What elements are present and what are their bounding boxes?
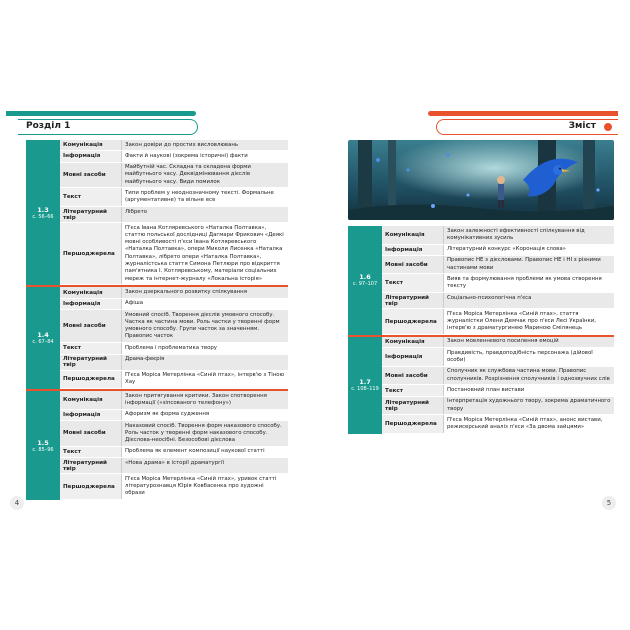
row-value: П'єса Моріса Метерлінка «Синій птах», інтерв'ю з Тіною Хау	[122, 371, 288, 389]
row-value: Вияв та формулювання проблеми як умова створення тексту	[444, 274, 614, 292]
row-value: Лібрето	[122, 207, 288, 222]
table-row	[382, 397, 614, 416]
row-label: Літературний твір	[60, 207, 122, 222]
row-value: «Нова драма» в історії драматургії	[122, 458, 288, 473]
table-row	[382, 367, 614, 386]
table-row	[60, 343, 288, 354]
chapter-header	[18, 119, 198, 135]
table-row	[60, 410, 288, 421]
row-value: Літературний конкурс «Коронація слова»	[444, 245, 614, 255]
row-label: Комунікація	[382, 226, 444, 244]
row-label: Текст	[60, 188, 122, 206]
contents-title: Зміст	[568, 121, 596, 131]
row-value: Типи проблем у неоднозначному тексті. Формальне (аргументативне) та вільне есе	[122, 188, 288, 206]
table-row	[382, 337, 614, 348]
row-value: Постановний план вистави	[444, 385, 614, 395]
section-marker	[26, 391, 60, 500]
section-pages: с. 67–84	[32, 339, 54, 346]
table-row	[60, 140, 288, 151]
table-row	[60, 287, 288, 298]
section-pages: с. 108–119	[351, 386, 379, 393]
page-number-right: 5	[602, 496, 616, 510]
section-block	[348, 337, 614, 434]
row-label: Першоджерела	[60, 474, 122, 499]
table-row	[60, 299, 288, 310]
table-row	[60, 447, 288, 458]
row-label: Текст	[382, 385, 444, 395]
illustration-blue-bird	[348, 140, 614, 220]
row-label: Мовні засоби	[60, 421, 122, 446]
table-row	[60, 371, 288, 390]
row-label: Інформація	[60, 299, 122, 309]
left-page	[6, 110, 306, 510]
section-block	[348, 226, 614, 337]
row-label: Першоджерела	[382, 309, 444, 334]
row-label: Комунікація	[60, 391, 122, 409]
table-row	[60, 421, 288, 447]
table-row	[382, 348, 614, 367]
section-number: 1.3	[37, 205, 49, 214]
row-label: Мовні засоби	[60, 163, 122, 188]
section-rows	[382, 337, 614, 434]
section-number: 1.7	[359, 378, 371, 387]
table-row	[60, 151, 288, 162]
table-row	[60, 458, 288, 474]
row-label: Мовні засоби	[60, 310, 122, 342]
row-value: Сполучник як службова частина мови. Правопис сполучників. Розрізнення сполучників і однозвучних слів	[444, 367, 614, 385]
section-rows	[60, 140, 288, 285]
forest-scene-image	[348, 140, 614, 220]
section-number: 1.5	[37, 438, 49, 447]
row-value: Проблема як елемент композиції наукової статті	[122, 447, 288, 457]
row-value: Афіша	[122, 299, 288, 309]
row-value: Факти й наукові (зокрема історичні) факти	[122, 151, 288, 161]
row-value: Наказовий спосіб. Творення форм наказового способу. Роль часток у творенні форм наказового способу. Дієслова-неосібні. Безособові дієслова	[122, 421, 288, 446]
header-accent-bar	[6, 111, 196, 116]
row-label: Інформація	[382, 245, 444, 255]
table-row	[60, 163, 288, 189]
row-label: Літературний твір	[382, 397, 444, 415]
contents-table-right	[348, 226, 614, 434]
row-label: Інформація	[60, 151, 122, 161]
section-rows	[60, 391, 288, 500]
row-value: Драма-феєрія	[122, 355, 288, 370]
row-label: Літературний твір	[382, 293, 444, 308]
row-label: Інформація	[60, 410, 122, 420]
row-value: Соціально-психологічна п'єса	[444, 293, 614, 308]
row-label: Текст	[60, 447, 122, 457]
row-label: Комунікація	[60, 140, 122, 150]
row-label: Літературний твір	[60, 355, 122, 370]
section-block	[26, 391, 288, 500]
table-row	[382, 385, 614, 396]
contents-table-left	[26, 140, 288, 500]
row-value: Проблема і проблематика твору	[122, 343, 288, 353]
section-block	[26, 140, 288, 287]
row-value: Афоризм як форма судження	[122, 410, 288, 420]
section-marker	[26, 287, 60, 389]
row-value: Інтерпретація художнього твору, зокрема драматичного твору	[444, 397, 614, 415]
table-row	[60, 223, 288, 285]
header-dot-icon	[604, 123, 612, 131]
row-value: Закон довіри до простих висловлювань	[122, 140, 288, 150]
row-label: Мовні засоби	[382, 256, 444, 274]
row-value: Закон залежності ефективності спілкування від комунікативних зусиль	[444, 226, 614, 244]
table-row	[382, 415, 614, 434]
section-number: 1.6	[359, 273, 371, 282]
section-block	[26, 287, 288, 391]
table-row	[382, 245, 614, 256]
table-row	[382, 309, 614, 335]
table-row	[60, 355, 288, 371]
row-label: Літературний твір	[60, 458, 122, 473]
table-row	[60, 474, 288, 500]
table-row	[382, 226, 614, 245]
section-marker	[348, 337, 382, 434]
row-label: Мовні засоби	[382, 367, 444, 385]
page-number-left: 4	[10, 496, 24, 510]
row-label: Інформація	[382, 348, 444, 366]
table-row	[382, 256, 614, 275]
chapter-title: Розділ 1	[26, 121, 71, 131]
row-label: Текст	[382, 274, 444, 292]
row-label: Першоджерела	[60, 371, 122, 389]
row-label: Комунікація	[382, 337, 444, 347]
row-value: Закон дзеркального розвитку спілкування	[122, 287, 288, 297]
table-row	[382, 293, 614, 309]
row-value: Умовний спосіб. Творення дієслів умовного способу. Частка як частина мови. Роль частки у творенні форм умовного способу. Групи часток за значенням. Правопис часток	[122, 310, 288, 342]
section-pages: с. 85–96	[32, 446, 54, 453]
row-value: П'єса Моріса Метерлінка «Синій птах», уривок статті літературознавця Юрія Ковбасенка про художні образи	[122, 474, 288, 499]
row-label: Текст	[60, 343, 122, 353]
table-row	[60, 207, 288, 223]
header-accent-bar	[428, 111, 618, 116]
section-marker	[348, 226, 382, 335]
table-row	[382, 274, 614, 293]
right-page	[318, 110, 618, 510]
table-row	[60, 188, 288, 207]
table-row	[60, 310, 288, 343]
row-value: П'єса Моріса Метерлінка «Синій птах», анонс вистави, режисерський аналіз п'єси «За двома зайцями»	[444, 415, 614, 433]
row-label: Першоджерела	[382, 415, 444, 433]
row-value: Закон мовленнєвого посилення емоцій	[444, 337, 614, 347]
section-number: 1.4	[37, 331, 49, 340]
section-pages: с. 56–66	[32, 213, 54, 220]
row-value: Майбутній час. Складна та складена форми майбутнього часу. Деквідмінювання дієслів майбутнього часу. Види помилок	[122, 163, 288, 188]
row-label: Комунікація	[60, 287, 122, 297]
table-row	[60, 391, 288, 410]
section-rows	[60, 287, 288, 389]
row-value: П'єса Івана Котляревського «Наталка Полтавка», статтю польської дослідниці Дагмари Фрикович «Деякі мовні особливості п'єси Івана Котляревського «Наталка Полтавка», опери Миколи Лисенка «Наталка Полтавка», лібрето опери «Наталка Полтавка», журналістська стаття Симона Петлюри про відкриття пам'ятника І. Котляревському, матеріали соціальних мереж та інтернет-журналу «Локальна історія»	[122, 223, 288, 284]
contents-header	[436, 119, 618, 135]
row-value: П'єса Моріса Метерлінка «Синій птах», стаття журналістки Олени Демчак про п'єси Лесі Українки, інтерв'ю з драматургинею Мариною Смілянець	[444, 309, 614, 334]
row-value: Правопис НЕ з дієсловами. Правопис НЕ і НІ з різними частинами мови	[444, 256, 614, 274]
row-value: Правдивість, правдоподібність персонажа (дійової особи)	[444, 348, 614, 366]
section-pages: с. 97–107	[352, 281, 378, 288]
row-value: Закон притягування критики. Закон спотворення інформації («зіпсованого телефону»)	[122, 391, 288, 409]
section-rows	[382, 226, 614, 335]
section-marker	[26, 140, 60, 285]
row-label: Першоджерела	[60, 223, 122, 284]
